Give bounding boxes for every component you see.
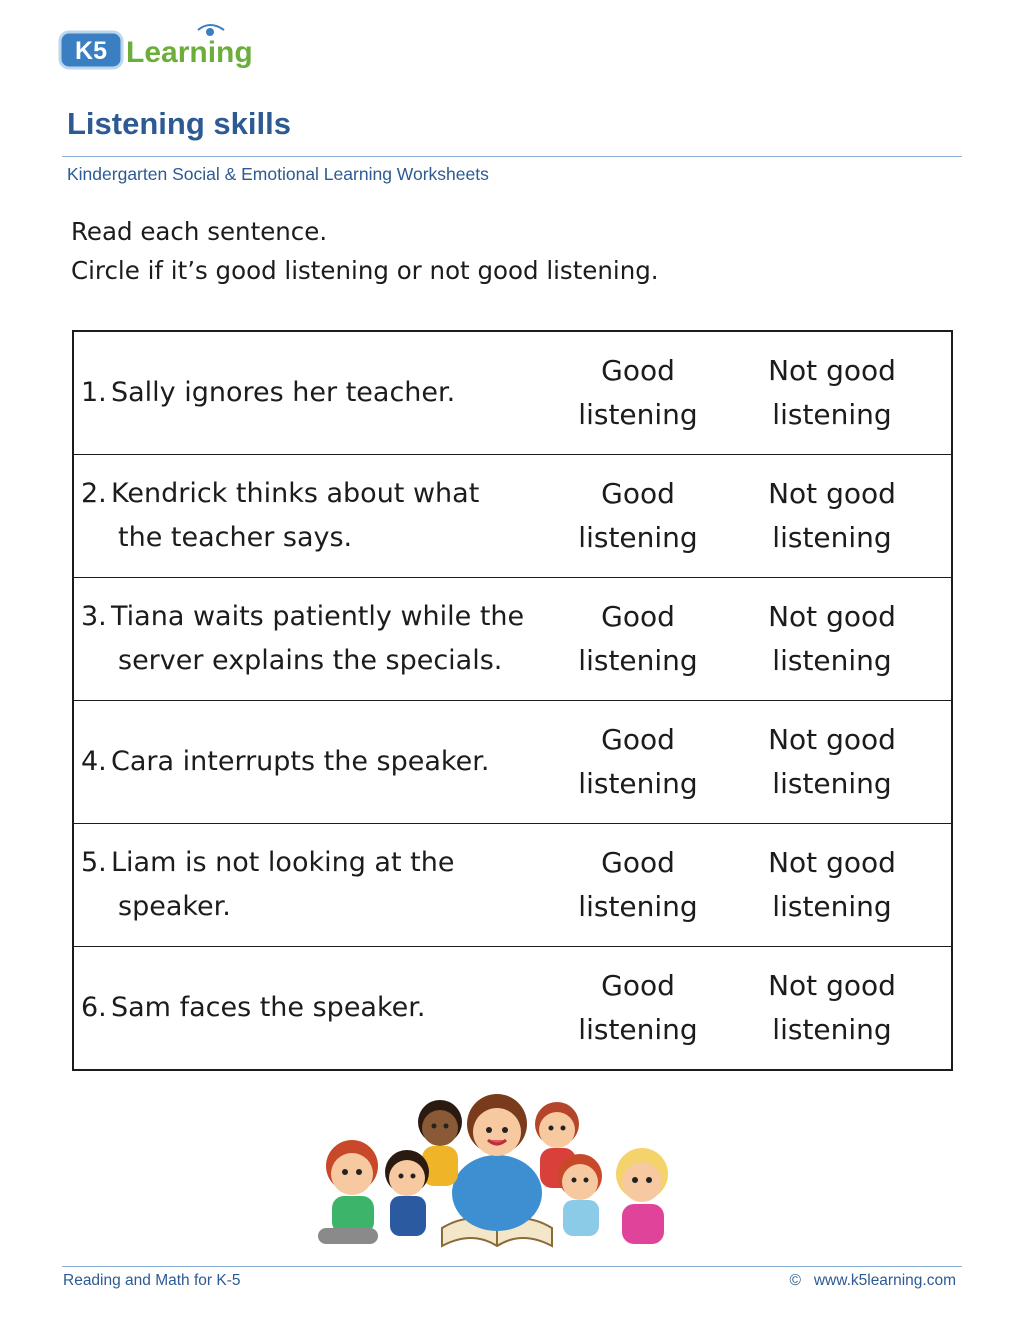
good-label-line-2: listening [578, 644, 698, 677]
question-number: 1. [81, 377, 107, 408]
good-listening-choice[interactable] [563, 947, 713, 1071]
not-good-label-line-2: listening [772, 1013, 892, 1046]
good-label-line-1: Good [601, 846, 675, 879]
not-good-label-line-2: listening [772, 890, 892, 923]
question-text [73, 455, 563, 578]
not-good-listening-choice[interactable] [713, 701, 952, 824]
footer-link[interactable] [790, 1272, 957, 1290]
question-line-1: Tiana waits patiently while the [111, 601, 525, 632]
copyright-symbol: © [789, 1272, 801, 1289]
not-good-listening-choice[interactable] [713, 947, 952, 1071]
instruction-line-2: Circle if it’s good listening or not good listening. [71, 256, 659, 285]
good-label-line-2: listening [578, 890, 698, 923]
question-line-1: Sally ignores her teacher. [111, 377, 456, 408]
question-line-1: Liam is not looking at the [111, 847, 455, 878]
logo-figure-icon [206, 28, 214, 36]
good-label-line-2: listening [578, 398, 698, 431]
question-number: 6. [81, 992, 107, 1023]
logo-k5-text: K5 [75, 37, 107, 65]
good-label-line-1: Good [601, 477, 675, 510]
question-row [73, 331, 952, 455]
question-line-1: Cara interrupts the speaker. [111, 746, 490, 777]
question-row [73, 824, 952, 947]
not-good-label-line-2: listening [772, 521, 892, 554]
question-line-2: the teacher says. [118, 522, 353, 553]
question-text [73, 824, 563, 947]
question-line-1: Sam faces the speaker. [111, 992, 426, 1023]
question-row [73, 455, 952, 578]
good-label-line-1: Good [601, 600, 675, 633]
question-number: 2. [81, 478, 107, 509]
page-title: Listening skills [67, 106, 291, 141]
not-good-label-line-2: listening [772, 398, 892, 431]
good-label-line-1: Good [601, 723, 675, 756]
question-number: 5. [81, 847, 107, 878]
page-subtitle: Kindergarten Social & Emotional Learning Worksheets [67, 164, 489, 184]
question-line-2: server explains the specials. [118, 645, 503, 676]
not-good-listening-choice[interactable] [713, 824, 952, 947]
question-line-1: Kendrick thinks about what [111, 478, 480, 509]
question-number: 3. [81, 601, 107, 632]
good-listening-choice[interactable] [563, 455, 713, 578]
children-group-image [312, 1088, 682, 1260]
not-good-listening-choice[interactable] [713, 331, 952, 455]
not-good-label-line-1: Not good [768, 600, 896, 633]
question-row [73, 578, 952, 701]
question-text [73, 578, 563, 701]
question-line-2: speaker. [118, 891, 231, 922]
good-listening-choice[interactable] [563, 824, 713, 947]
question-row [73, 947, 952, 1071]
not-good-listening-choice[interactable] [713, 578, 952, 701]
footer-divider [62, 1266, 962, 1267]
header-divider [62, 156, 962, 157]
not-good-label-line-1: Not good [768, 846, 896, 879]
good-listening-choice[interactable] [563, 701, 713, 824]
question-number: 4. [81, 746, 107, 777]
instruction-line-1: Read each sentence. [71, 217, 328, 246]
not-good-label-line-2: listening [772, 767, 892, 800]
not-good-label-line-1: Not good [768, 354, 896, 387]
good-label-line-2: listening [578, 767, 698, 800]
good-listening-choice[interactable] [563, 578, 713, 701]
good-label-line-1: Good [601, 354, 675, 387]
not-good-listening-choice[interactable] [713, 455, 952, 578]
question-text [73, 331, 563, 455]
good-label-line-2: listening [578, 521, 698, 554]
footer-url[interactable]: www.k5learning.com [813, 1272, 956, 1289]
good-label-line-1: Good [601, 969, 675, 1002]
logo-learning-text: Learning [126, 36, 253, 69]
not-good-label-line-2: listening [772, 644, 892, 677]
question-row [73, 701, 952, 824]
logo-graphic [58, 22, 273, 74]
not-good-label-line-1: Not good [768, 969, 896, 1002]
not-good-label-line-1: Not good [768, 723, 896, 756]
good-listening-choice[interactable] [563, 331, 713, 455]
footer-tagline: Reading and Math for K-5 [63, 1272, 241, 1289]
worksheet-table [72, 330, 953, 1071]
k5-learning-logo [58, 22, 273, 74]
not-good-label-line-1: Not good [768, 477, 896, 510]
teacher-reading-illustration [312, 1088, 682, 1260]
question-text [73, 947, 563, 1071]
question-text [73, 701, 563, 824]
good-label-line-2: listening [578, 1013, 698, 1046]
